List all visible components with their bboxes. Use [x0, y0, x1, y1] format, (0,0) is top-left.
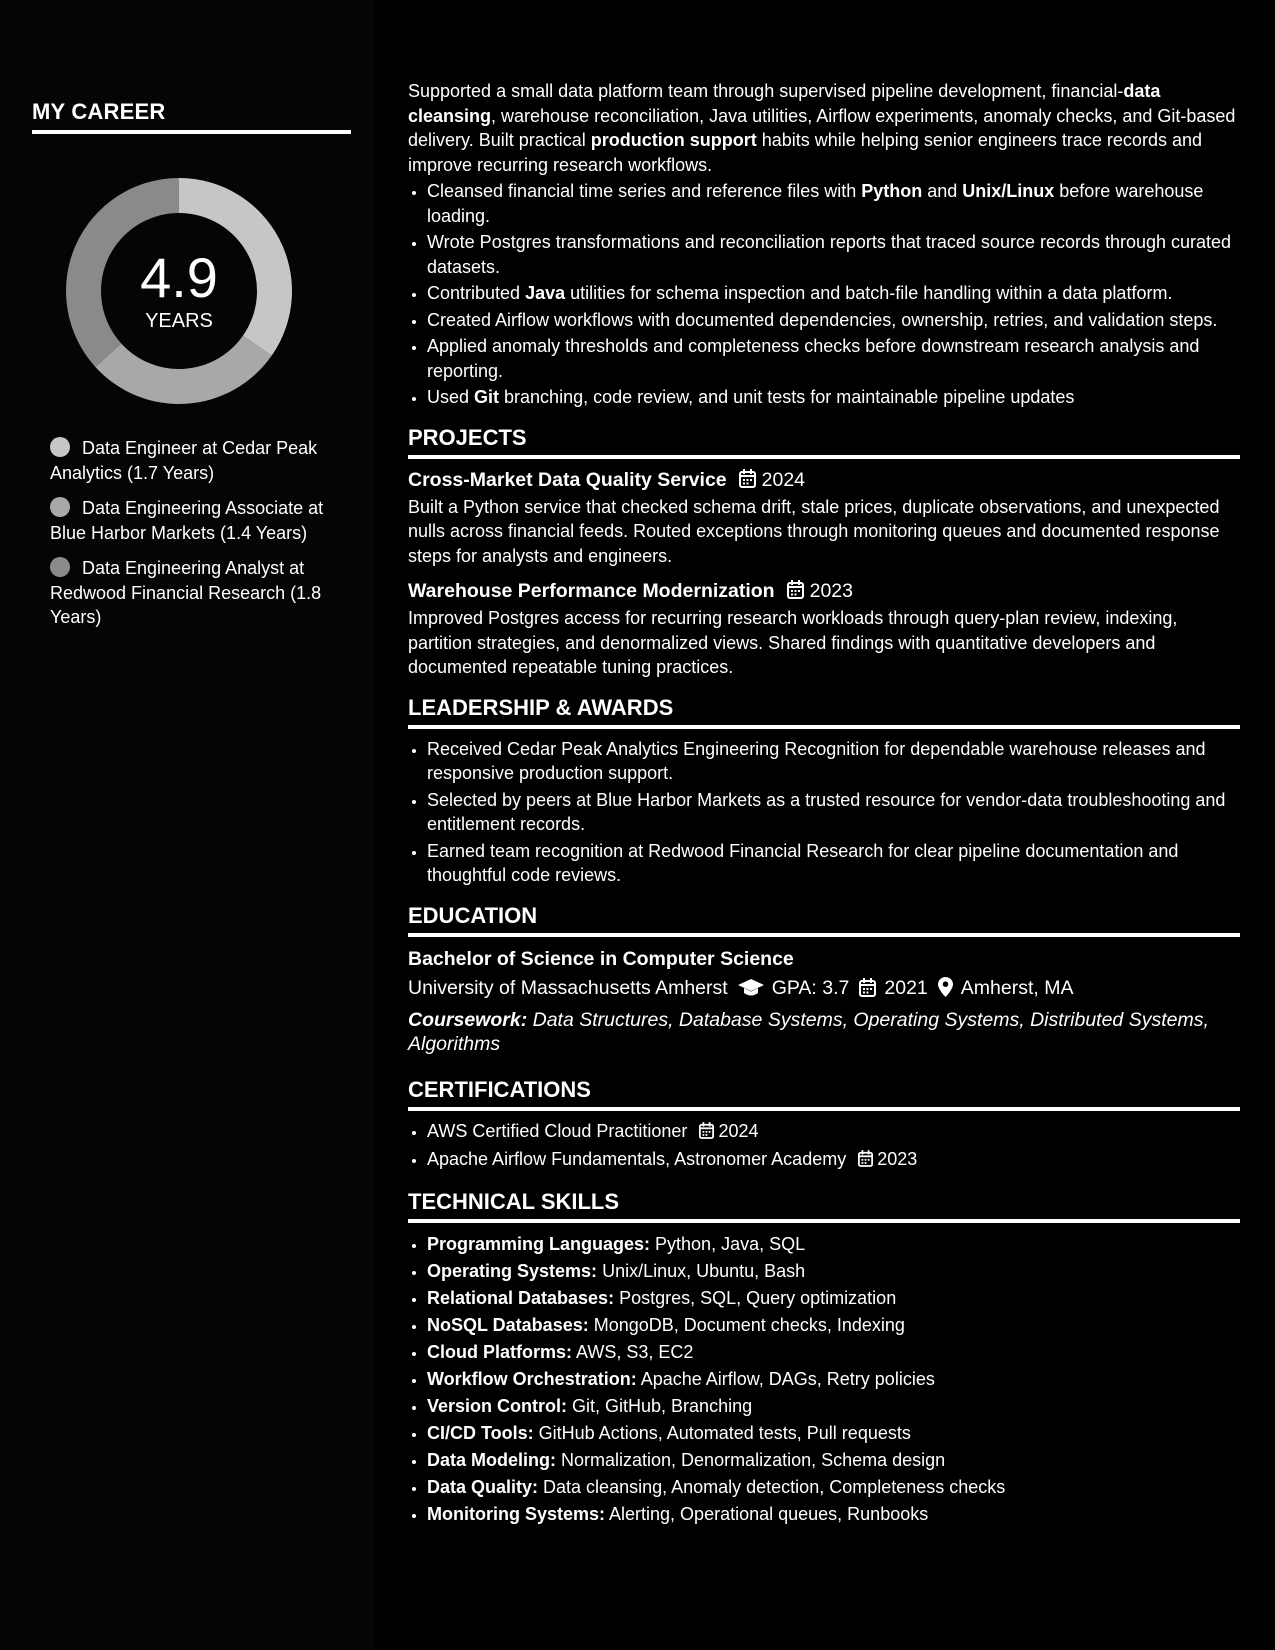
skill-category: Data Modeling:	[427, 1449, 556, 1470]
career-item-label: Data Engineering Associate at Blue Harbor Markets (1.4 Years)	[50, 498, 324, 543]
skill-item	[427, 1231, 1240, 1258]
certification-item	[427, 1119, 1240, 1146]
summary-text: Supported a small data platform team through supervised pipeline development, financial-	[408, 81, 1124, 101]
education-details	[408, 973, 1240, 1006]
bullet-keyword: Git	[474, 387, 500, 407]
bullet-text: and	[922, 181, 963, 201]
calendar-icon	[787, 580, 804, 606]
summary-keyword: data cleansing	[408, 81, 1161, 126]
summary-keyword: production support	[590, 130, 757, 150]
skill-item	[427, 1285, 1240, 1312]
certifications-list	[408, 1119, 1240, 1174]
skill-item	[427, 1501, 1240, 1528]
career-item-label: Data Engineering Analyst at Redwood Financial Research (1.8 Years)	[50, 558, 322, 627]
certification-year: 2023	[877, 1149, 918, 1169]
skills-heading: TECHNICAL SKILLS	[408, 1188, 1240, 1223]
summary-text: habits while helping senior engineers trace records and improve recurring research workflows.	[408, 130, 1202, 175]
project-year: 2023	[809, 580, 853, 602]
project-name: Warehouse Performance Modernization	[408, 580, 775, 602]
school-name: University of Massachusetts Amherst	[408, 976, 728, 999]
legend-dot-icon	[50, 557, 70, 577]
skill-category: NoSQL Databases:	[427, 1314, 589, 1335]
skill-item	[427, 1393, 1240, 1420]
degree-title: Bachelor of Science in Computer Science	[408, 947, 794, 970]
skill-category: Data Quality:	[427, 1476, 539, 1497]
main-content	[408, 79, 1240, 1528]
experience-bullet: • Wrote Postgres transformations and reconciliation reports that traced source records through curated datasets.	[427, 230, 1240, 279]
skill-values: Data cleansing, Anomaly detection, Completeness checks	[538, 1476, 1006, 1497]
school-location: Amherst, MA	[960, 976, 1074, 999]
skill-values: Python, Java, SQL	[650, 1233, 806, 1254]
project-item	[408, 467, 1240, 569]
donut-segment	[95, 336, 271, 404]
experience-summary	[408, 79, 1240, 177]
bullet-keyword: Java	[525, 283, 566, 303]
legend-dot-icon	[50, 437, 70, 457]
skill-values: Git, GitHub, Branching	[567, 1395, 753, 1416]
leadership-heading: LEADERSHIP & AWARDS	[408, 694, 1240, 729]
project-name: Cross-Market Data Quality Service	[408, 468, 727, 491]
bullet-keyword: Unix/Linux	[962, 181, 1055, 201]
skill-values: Alerting, Operational queues, Runbooks	[605, 1503, 929, 1524]
total-years-value: 4.9	[140, 246, 218, 309]
coursework	[408, 1008, 1240, 1056]
skill-values: Normalization, Denormalization, Schema design	[556, 1449, 946, 1470]
career-legend	[50, 436, 330, 641]
skill-category: Programming Languages:	[427, 1233, 651, 1254]
calendar-icon	[739, 469, 756, 495]
certification-name: AWS Certified Cloud Practitioner	[427, 1120, 688, 1141]
skill-category: Monitoring Systems:	[427, 1503, 606, 1524]
experience-bullet	[427, 281, 1240, 306]
bullet-text: Used	[427, 387, 475, 407]
skill-category: Relational Databases:	[427, 1287, 615, 1308]
bullet-text: Contributed	[427, 283, 526, 303]
career-item-label: Data Engineer at Cedar Peak Analytics (1.7 Years)	[50, 438, 318, 483]
experience-bullet	[427, 179, 1240, 228]
location-pin-icon	[938, 976, 953, 1006]
leadership-item: • Selected by peers at Blue Harbor Markets as a trusted resource for vendor-data troubleshooting and entitlement records.	[427, 788, 1240, 837]
experience-bullets	[408, 179, 1240, 410]
certification-year: 2024	[718, 1120, 759, 1141]
coursework-label: Coursework:	[408, 1008, 528, 1031]
skill-item	[427, 1366, 1240, 1393]
project-description: Built a Python service that checked schema drift, stale prices, duplicate observations, and unexpected nulls across financial feeds. Routed exceptions through monitoring queues and documented response steps for analysts and engineers.	[408, 496, 1220, 566]
coursework-list: Data Structures, Database Systems, Operating Systems, Distributed Systems, Algorithms	[408, 1008, 1209, 1055]
career-item	[50, 556, 330, 630]
leadership-list	[408, 737, 1240, 888]
skill-item	[427, 1258, 1240, 1285]
skill-values: MongoDB, Document checks, Indexing	[588, 1314, 905, 1335]
skill-item	[427, 1447, 1240, 1474]
calendar-icon	[858, 1149, 873, 1174]
certification-item	[427, 1147, 1240, 1174]
skill-item	[427, 1312, 1240, 1339]
skill-item	[427, 1339, 1240, 1366]
experience-bullet	[427, 385, 1240, 410]
sidebar	[0, 0, 375, 1650]
certification-name: Apache Airflow Fundamentals, Astronomer Academy	[427, 1149, 847, 1169]
graduation-cap-icon	[738, 976, 764, 1006]
calendar-icon	[699, 1121, 714, 1146]
experience-bullet: • Created Airflow workflows with documented dependencies, ownership, retries, and validation steps.	[427, 308, 1240, 333]
career-title: MY CAREER	[32, 98, 351, 134]
skill-category: Version Control:	[427, 1395, 568, 1416]
skill-values: Postgres, SQL, Query optimization	[614, 1287, 897, 1308]
legend-dot-icon	[50, 497, 70, 517]
bullet-text: branching, code review, and unit tests for maintainable pipeline updates	[499, 387, 1075, 407]
experience-bullet: • Applied anomaly thresholds and completeness checks before downstream research analysis and reporting.	[427, 334, 1240, 383]
skill-values: Unix/Linux, Ubuntu, Bash	[597, 1260, 806, 1281]
project-header	[408, 467, 1240, 495]
skill-category: Operating Systems:	[427, 1260, 598, 1281]
project-description: Improved Postgres access for recurring research workloads through query-plan review, indexing, partition strategies, and denormalized views. Shared findings with quantitative developers and documented repeatable tuning practices.	[408, 608, 1178, 677]
skill-values: Apache Airflow, DAGs, Retry policies	[636, 1368, 935, 1389]
bullet-text: Cleansed financial time series and reference files with	[427, 181, 862, 201]
gpa-value: GPA: 3.7	[771, 976, 850, 999]
project-year: 2024	[761, 468, 806, 491]
project-header	[408, 578, 1240, 606]
graduation-year: 2021	[884, 976, 928, 999]
career-donut-chart	[66, 178, 292, 404]
career-item	[50, 436, 330, 485]
leadership-item: • Earned team recognition at Redwood Financial Research for clear pipeline documentation and thoughtful code reviews.	[427, 839, 1240, 888]
projects-heading: PROJECTS	[408, 424, 1240, 459]
summary-text: , warehouse reconciliation, Java utilities, Airflow experiments, anomaly checks, and Git-based delivery. Built practical	[408, 105, 1236, 150]
skills-list	[408, 1231, 1240, 1528]
bullet-keyword: Python	[861, 181, 923, 201]
project-item	[408, 578, 1240, 680]
leadership-item: • Received Cedar Peak Analytics Engineering Recognition for dependable warehouse releases and responsive production support.	[427, 737, 1240, 786]
skill-values: AWS, S3, EC2	[572, 1341, 694, 1362]
education-heading: EDUCATION	[408, 902, 1240, 937]
bullet-text: utilities for schema inspection and batch-file handling within a data platform.	[565, 283, 1173, 303]
career-item	[50, 496, 330, 545]
certifications-heading: CERTIFICATIONS	[408, 1076, 1240, 1111]
calendar-icon	[859, 976, 876, 1006]
skill-category: Cloud Platforms:	[427, 1341, 573, 1362]
career-panel	[32, 98, 351, 627]
skill-item	[427, 1420, 1240, 1447]
skill-item	[427, 1474, 1240, 1501]
skill-values: GitHub Actions, Automated tests, Pull requests	[533, 1422, 911, 1443]
bullet-text: before warehouse loading.	[427, 181, 1204, 226]
skill-category: CI/CD Tools:	[427, 1422, 534, 1443]
total-years-unit: YEARS	[145, 310, 213, 332]
skill-category: Workflow Orchestration:	[427, 1368, 637, 1389]
